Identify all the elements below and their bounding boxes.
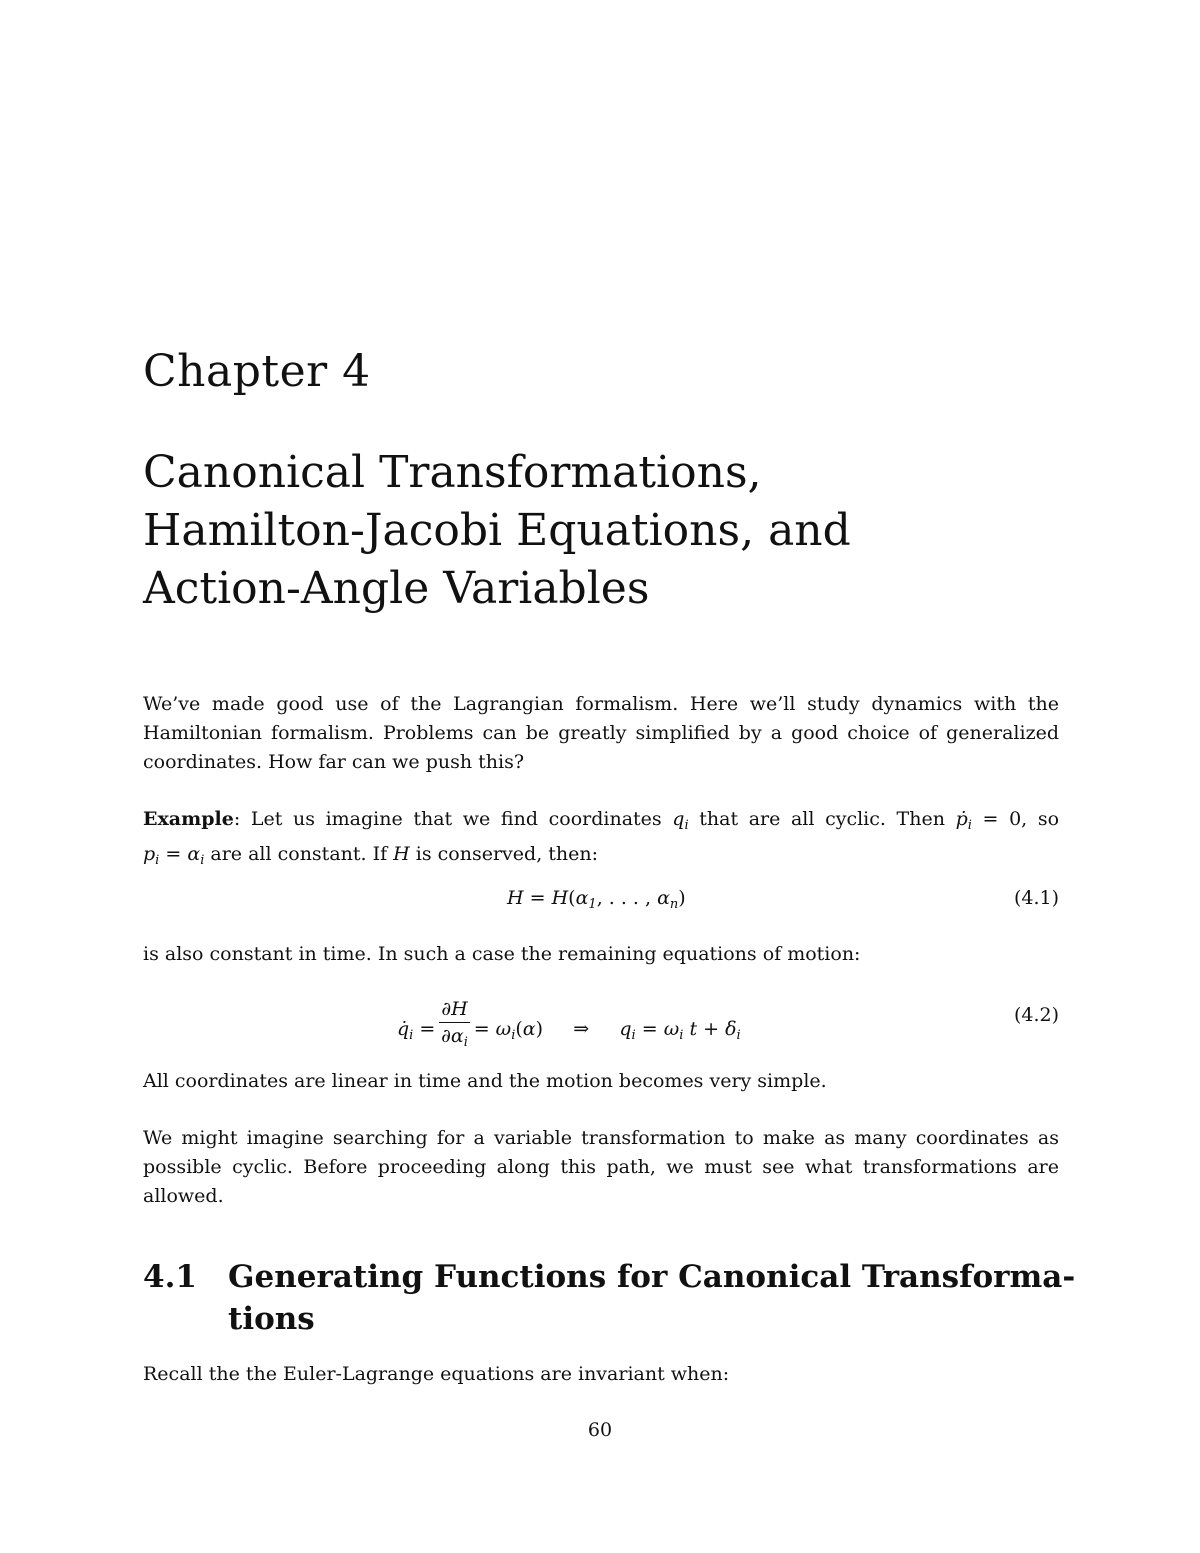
text-line: Example: Let us imagine that we find coordinates $q_i$ that are all cyclic. Then ṗ$_i$ = 0, so: [143, 808, 1060, 833]
text-paragraph: [143, 1067, 1059, 1096]
equation-4-1: [143, 887, 1059, 917]
text-line: is also constant in time. In such a case the remaining equations of motion:: [143, 943, 861, 965]
chapter-title-line: Hamilton-Jacobi Equations, and: [143, 505, 851, 556]
text-line: We’ve made good use of the Lagrangian formalism. Here we’ll study dynamics with the: [143, 693, 1059, 715]
text-line: allowed.: [143, 1185, 224, 1207]
math-p-equals-alpha: $p_i = \alpha_i$: [143, 843, 205, 868]
section-title-line: Generating Functions for Canonical Transforma-: [228, 1259, 1076, 1295]
chapter-title: [143, 444, 851, 618]
equation-body: $H = H(\alpha_1$, . . . , $\alpha_n$): [507, 887, 686, 912]
equation-number: (4.2): [1013, 1004, 1059, 1026]
intro-paragraph: [143, 690, 1059, 777]
text-paragraph: [143, 940, 1059, 969]
text-line: Recall the the Euler-Lagrange equations are invariant when:: [143, 1363, 730, 1385]
chapter-label: Chapter 4: [143, 346, 371, 397]
equation-number: (4.1): [1013, 887, 1059, 909]
math-q-i: $q_i$: [672, 808, 689, 833]
text-line: All coordinates are linear in time and the motion becomes very simple.: [143, 1070, 827, 1092]
example-label: Example: [143, 808, 234, 830]
equation-4-2: [143, 984, 1059, 1050]
chapter-title-line: Action-Angle Variables: [143, 563, 650, 614]
chapter-title-line: Canonical Transformations,: [143, 447, 762, 498]
text-paragraph: [143, 1124, 1059, 1211]
text-paragraph: [143, 1360, 1059, 1389]
fraction: $\frac{\partial H}{\partial\alpha_i}$: [441, 998, 468, 1050]
text-line: Hamiltonian formalism. Problems can be greatly simplified by a good choice of generalized: [143, 722, 1059, 744]
example-paragraph: [143, 805, 1059, 875]
section-number: 4.1: [143, 1259, 197, 1295]
text-line: We might imagine searching for a variable transformation to make as many coordinates as: [143, 1127, 1059, 1149]
math-p-dot-i: ṗ$_i$: [955, 808, 972, 833]
text-line: coordinates. How far can we push this?: [143, 751, 525, 773]
equation-body: $q̇_i$ = $\frac{\partial H}{\partial\alpha_i}$ = $\omega_i(\alpha)$ ⇒ $q_i = \omega_i$ $t + \delta_i$: [397, 998, 741, 1050]
section-title-line: tions: [228, 1301, 315, 1337]
text-line: possible cyclic. Before proceeding along this path, we must see what transformations are: [143, 1156, 1059, 1178]
section-title: [228, 1256, 1076, 1340]
math-H: H: [393, 843, 410, 865]
page-number: 60: [587, 1419, 613, 1441]
text-line: $p_i = \alpha_i$ are all constant. If H is conserved, then:: [143, 843, 599, 868]
